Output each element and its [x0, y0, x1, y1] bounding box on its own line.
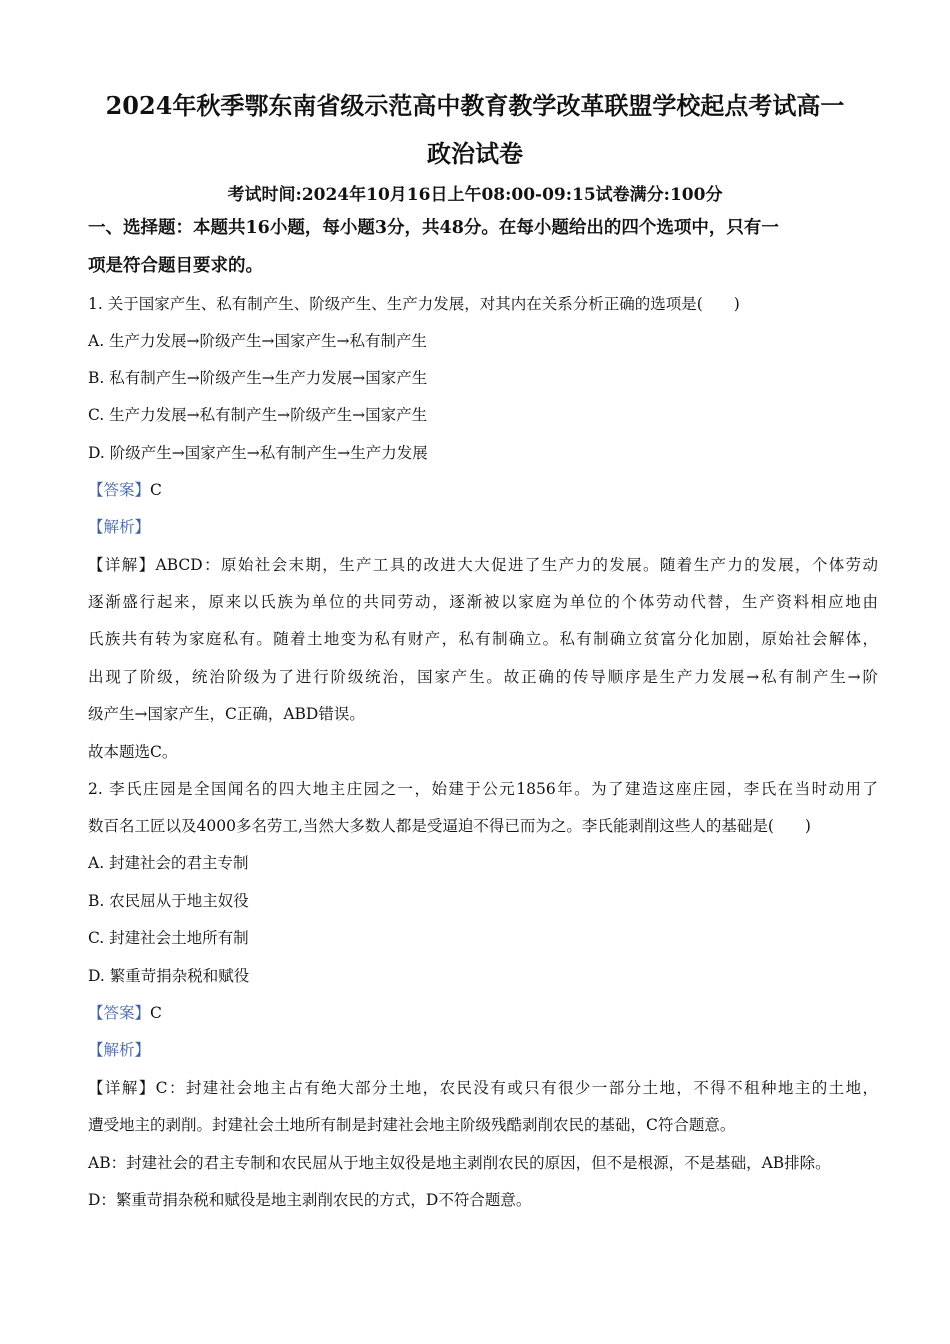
exam-info: 考试时间:2024年10月16日上午08:00-09:15试卷满分:100分 — [227, 185, 723, 205]
q1-detail-line1 — [88, 555, 878, 575]
q1-analysis-tag: 【解析】 — [88, 518, 151, 536]
q1-detail-line4: 出现了阶级，统治阶级为了进行阶级统治，国家产生。故正确的传导顺序是生产力发展→私有制产生→阶 — [88, 668, 878, 686]
q1-detail-line5: 级产生→国家产生，C正确，ABD错误。 — [88, 705, 365, 723]
q1-detail-tag: 【详解】 — [88, 556, 156, 574]
q2-option-b: B. 农民屈从于地主奴役 — [88, 892, 249, 910]
q1-analysis — [88, 517, 878, 537]
page-title-line2: 政治试卷 — [427, 139, 523, 168]
q2-analysis — [88, 1040, 878, 1060]
section-heading-line1: 一、选择题：本题共16小题，每小题3分，共48分。在每小题给出的四个选项中，只有一 — [88, 218, 779, 238]
q2-option-c: C. 封建社会土地所有制 — [88, 929, 249, 947]
q1-option-b: B. 私有制产生→阶级产生→生产力发展→国家产生 — [88, 369, 428, 387]
q2-detail-line3: AB：封建社会的君主专制和农民屈从于地主奴役是地主剥削农民的原因，但不是根源，不是基础，AB排除。 — [88, 1154, 831, 1172]
q1-option-c: C. 生产力发展→私有制产生→阶级产生→国家产生 — [88, 406, 428, 424]
q2-answer — [88, 1003, 878, 1023]
q2-option-d: D. 繁重苛捐杂税和赋役 — [88, 967, 250, 985]
q2-stem-line2: 数百名工匠以及4000多名劳工,当然大多数人都是受逼迫不得已而为之。李氏能剥削这些人的基础是( ) — [88, 817, 811, 835]
section-heading-line2: 项是符合题目要求的。 — [88, 256, 263, 276]
q2-answer-value: C — [150, 1004, 162, 1022]
q2-detail-line1 — [88, 1078, 878, 1098]
q1-conclusion: 故本题选C。 — [88, 743, 178, 761]
q1-detail-line2: 逐渐盛行起来，原来以氏族为单位的共同劳动，逐渐被以家庭为单位的个体劳动代替，生产资料相应地由 — [88, 593, 878, 611]
q1-answer — [88, 480, 878, 500]
q1-stem: 1. 关于国家产生、私有制产生、阶级产生、生产力发展，对其内在关系分析正确的选项是( ) — [88, 295, 740, 313]
q2-analysis-tag: 【解析】 — [88, 1041, 151, 1059]
q1-answer-tag: 【答案】 — [88, 481, 151, 499]
q1-detail-text1: ABCD：原始社会末期，生产工具的改进大大促进了生产力的发展。随着生产力的发展，个体劳动 — [155, 556, 878, 574]
q2-detail-tag: 【详解】 — [88, 1079, 156, 1097]
q2-answer-tag: 【答案】 — [88, 1004, 151, 1022]
q1-option-d: D. 阶级产生→国家产生→私有制产生→生产力发展 — [88, 444, 428, 462]
q2-detail-text1: C：封建社会地主占有绝大部分土地，农民没有或只有很少一部分土地，不得不租种地主的土地， — [155, 1079, 878, 1097]
q1-answer-value: C — [150, 481, 162, 499]
q1-option-a: A. 生产力发展→阶级产生→国家产生→私有制产生 — [88, 332, 428, 350]
q2-detail-line2: 遭受地主的剥削。封建社会土地所有制是封建社会地主阶级残酷剥削农民的基础，C符合题意。 — [88, 1116, 736, 1134]
q2-detail-line4: D：繁重苛捐杂税和赋役是地主剥削农民的方式，D不符合题意。 — [88, 1191, 532, 1209]
page-title-line1: 2024年秋季鄂东南省级示范高中教育教学改革联盟学校起点考试高一 — [105, 91, 845, 120]
q2-stem-line1: 2. 李氏庄园是全国闻名的四大地主庄园之一，始建于公元1856年。为了建造这座庄园，李氏在当时动用了 — [88, 780, 878, 798]
q2-option-a: A. 封建社会的君主专制 — [88, 854, 249, 872]
q1-detail-line3: 氏族共有转为家庭私有。随着土地变为私有财产，私有制确立。私有制确立贫富分化加剧，原始社会解体， — [88, 630, 878, 648]
